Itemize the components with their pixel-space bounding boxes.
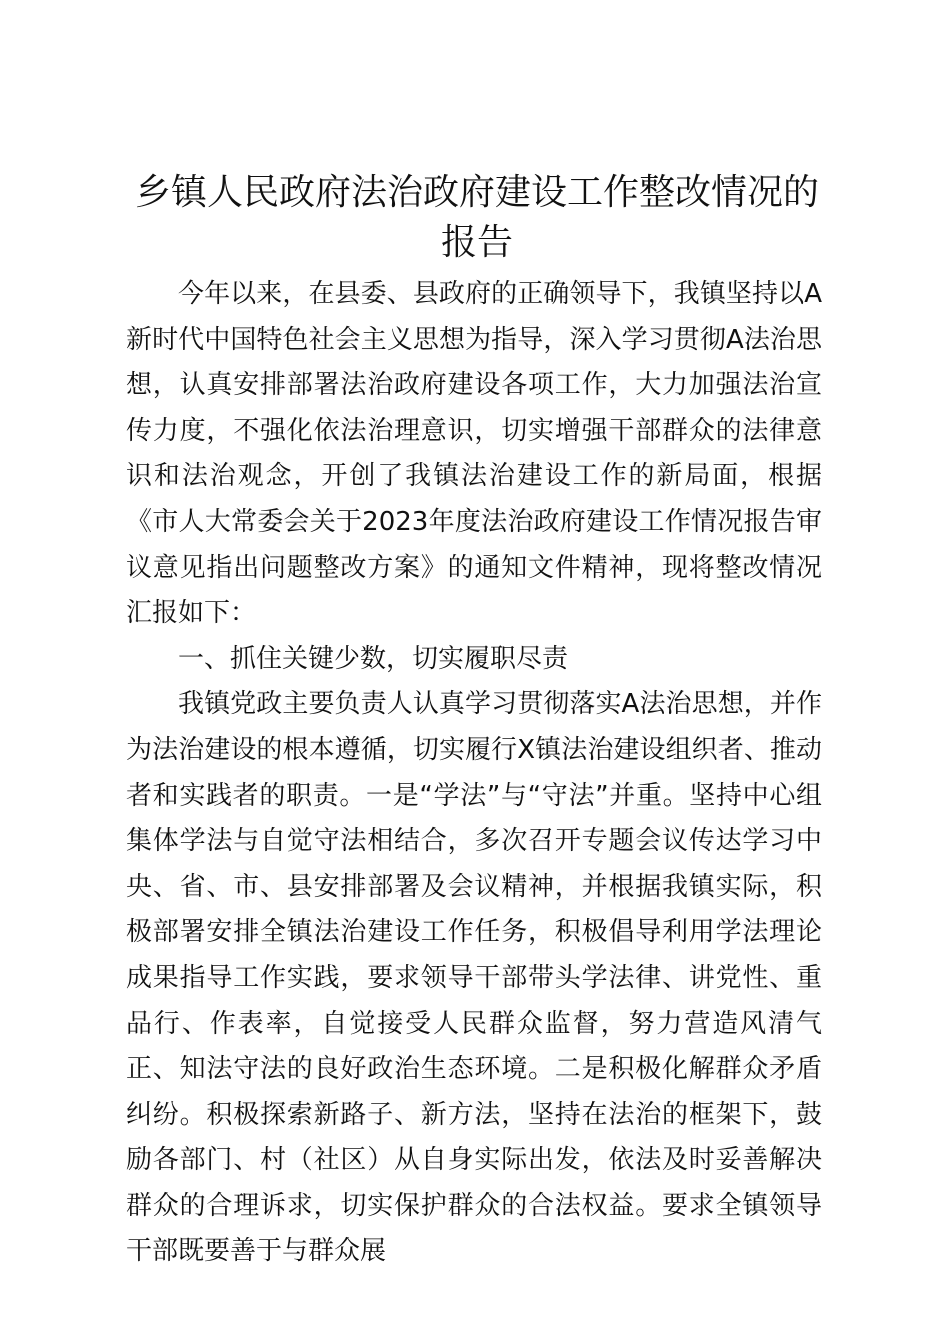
document-body (126, 272, 822, 1275)
section-heading-1: 一、抓住关键少数，切实履职尽责 (178, 643, 569, 674)
section-1-paragraph: 我镇党政主要负责人认真学习贯彻落实A法治思想，并作为法治建设的根本遵循，切实履行X镇法治建设组织者、推动者和实践者的职责。一是“学法”与“守法”并重。坚持中心组集体学法与自觉守法相结合，多次召开专题会议传达学习中央、省、市、县安排部署及会议精神，并根据我镇实际，积极部署安排全镇法治建设工作任务，积极倡导利用学法理论成果指导工作实践，要求领导干部带头学法律、讲党性、重品行、作表率，自觉接受人民群众监督，努力营造风清气正、知法守法的良好政治生态环境。二是积极化解群众矛盾纠纷。积极探索新路子、新方法，坚持在法治的框架下，鼓励各部门、村（社区）从自身实际出发，依法及时妥善解决群众的合理诉求，切实保护群众的合法权益。要求全镇领导干部既要善于与群众展 (126, 689, 822, 1267)
document-title: 乡镇人民政府法治政府建设工作整改情况的报告 (134, 172, 819, 263)
intro-paragraph: 今年以来，在县委、县政府的正确领导下，我镇坚持以A新时代中国特色社会主义思想为指导，深入学习贯彻A法治思想，认真安排部署法治政府建设各项工作，大力加强法治宣传力度，不强化依法治理意识，切实增强干部群众的法律意识和法治观念，开创了我镇法治建设工作的新局面，根据《市人大常委会关于2023年度法治政府建设工作情况报告审议意见指出问题整改方案》的通知文件精神，现将整改情况汇报如下： (126, 279, 822, 629)
